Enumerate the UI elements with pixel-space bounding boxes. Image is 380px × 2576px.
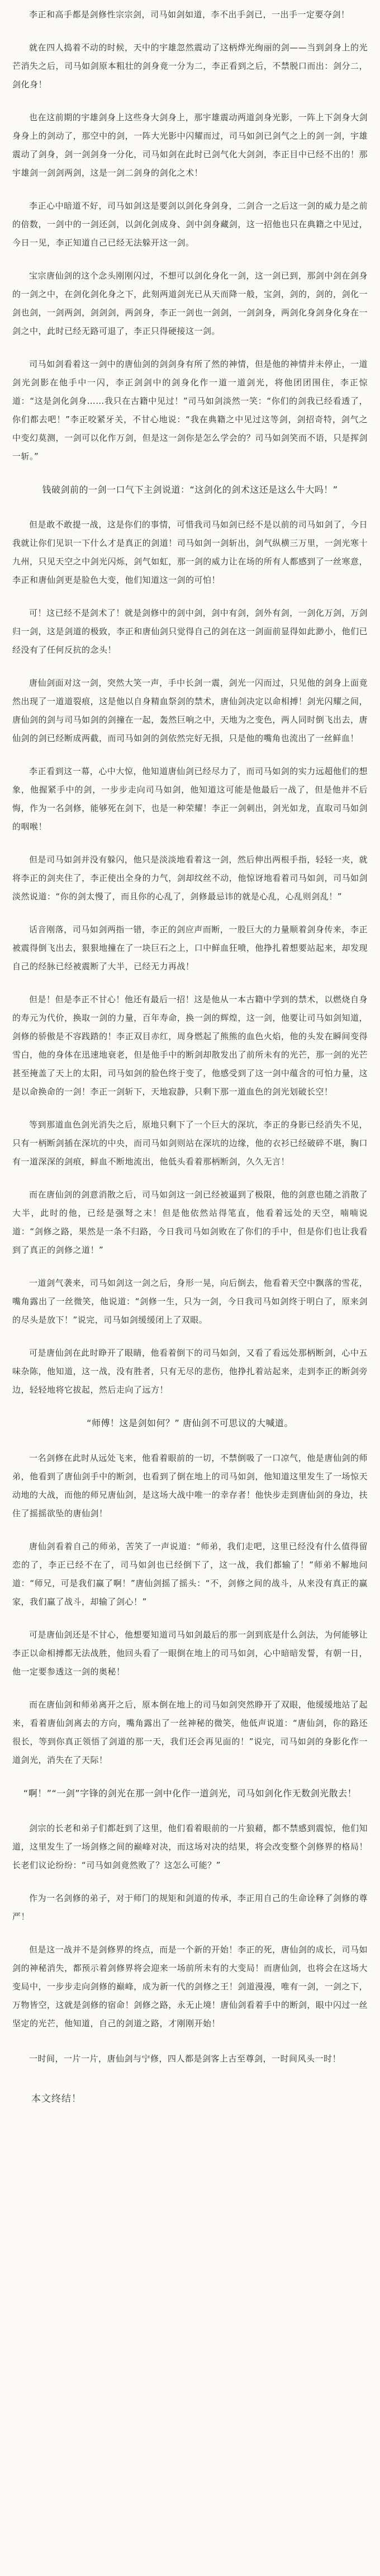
story-paragraph: 作为一名剑修的弟子，对于师门的规矩和剑道的传承，李正用自己的生命诠释了剑修的尊严！: [12, 1893, 368, 1922]
story-paragraph: 而在唐仙剑的剑意消散之后，司马如剑这一剑已经被逼到了极限，他的剑意也随之消散了大半，此时的他，已经是强弩之末！但是他依然站得笔直，他看着远处的天空，喃喃说道：“剑修之路，果然是一条不归路，今日我司马如剑败在了你们的手中，但是你们也让我看到了真正的剑修之道！”: [12, 1190, 368, 1255]
story-paragraph: 李正心中暗道不好，司马如剑这是要剑以剑化身剑身，二剑合一之后这一剑的威力是之前的倍数，一剑中的一剑还剑，以剑化剑成身、剑中剑身藏剑，这一招他也只在典籍之中见过，今日一见，李正知道自己已经无法躲开这一剑。: [12, 201, 368, 248]
end-note: 本文终结！: [31, 2093, 82, 2105]
story-paragraph: 一道剑气袭来，司马如剑这一剑之后，身形一晃，向后倒去，他看着天空中飘落的雪花，嘴角露出了一丝微笑，他说道：“剑修一生，只为一剑，今日我司马如剑终于明白了，原来剑的尽头是放下！”说完，司马如剑缓缓闭上了双眼。: [12, 1278, 368, 1325]
article-body: [12, 6, 368, 2068]
story-paragraph: 但是敢不敢提一战，这是你们的事情，可惜我司马如剑已经不是以前的司马如剑了，今日我就让你们见识一下什么才是真正的剑道！司马如剑一剑斩出，剑气纵横三万里，一剑光寒十九州，只见天空之中剑光闪烁，剑气如虹，那一剑的威力让在场的所有人都感到了一丝寒意，李正和唐仙剑更是脸色大变，他们知道这一剑的可怕！: [12, 520, 368, 585]
story-paragraph: 李正看到这一幕，心中大惊，他知道唐仙剑已经尽力了，而司马如剑的实力远超他们的想象，他握紧手中的剑，一步步走向司马如剑，他知道这可能是他最后一战了，但是他并不后悔，作为一名剑修，能够死在剑下，也是一种荣耀！李正一剑刺出，剑光如龙，直取司马如剑的咽喉！: [12, 766, 368, 832]
story-paragraph: 可是唐仙剑还是不甘心，他想要知道司马如剑最后的那一剑到底是什么剑法，为何能够让李正以命相搏都无法战胜，他回头看了一眼倒在地上的司马如剑，心中暗暗发誓，有朝一日，他一定要参透这一剑的奥秘！: [12, 1630, 368, 1677]
story-paragraph: 司马如剑看着这一剑中的唐仙剑的剑剑身有所了然的神情，但是他的神情并未停止，一道剑光剑影在他手中一闪，李正剑剑中的剑身化作一道一道剑光，将他团团围住，李正惊道：“这是剑化剑身……我只在古籍中见过！”司马如剑淡然一笑：“你们的剑我已经看透了，你们都去吧！”李正咬紧牙关，不甘心地说：“我在典籍之中见过这等剑，剑招奇特，剑气之中变幻莫测，一剑可以化作万剑，但是这一剑你是怎么学会的？司马如剑笑而不语，只是挥剑一斩。”: [12, 359, 368, 461]
story-paragraph: 可！这已经不是剑术了！就是剑修中的剑中剑，剑中有剑，剑外有剑，一剑化万剑，万剑归一剑，这是剑道的极致，李正和唐仙剑只觉得自己的剑在这一剑面前显得如此渺小，他们已经没有了任何反抗的念头！: [12, 608, 368, 655]
story-paragraph: 就在四人捣着不动的时候，天中的宇雄忽然震动了这柄烨光绚丽的剑——当到剑身上的光芒消失之后，司马如剑原本粗壮的剑身竟一分为二，李正看到之后，不禁脱口而出：剑分二，剑化身！: [12, 43, 368, 89]
story-paragraph: 但是这一战并不是剑修界的终点，而是一个新的开始！李正的死，唐仙剑的成长，司马如剑的神秘消失，都预示着剑修界将会迎来一场前所未有的大变局！而唐仙剑，也将会在这场大变局中，一步步走向剑修的巅峰，成为新一代的剑修之王！剑道漫漫，唯有一剑，一剑之下，万物皆空，这就是剑修的宿命！剑修之路，永无止境！唐仙剑看着手中的断剑，眼中闪过一丝坚定的光芒，他知道，自己的剑道之路，才刚刚开始！: [12, 1945, 368, 2028]
story-paragraph: 但是司马如剑并没有躲闪，他只是淡淡地看着这一剑，然后伸出两根手指，轻轻一夹，就将李正的剑夹住了，李正使出全身的力气，剑却纹丝不动，他惊讶地看着司马如剑，司马如剑淡然说道：“你的剑太慢了，而且你的心乱了，剑修最忌讳的就是心乱，心乱则剑乱！”: [12, 855, 368, 902]
story-paragraph: 可是唐仙剑在此时睁开了眼睛，他看着倒下的司马如剑，又看了看远处那柄断剑，心中五味杂陈，他知道，这一战，没有胜者，只有无尽的悲伤，他挣扎着站起来，走到李正的断剑旁边，轻轻地将它拔起，然后走向了远方！: [12, 1348, 368, 1395]
story-paragraph: 一时间，一片一片，唐仙剑与宁修，四人都是剑客上古至尊剑，一时间风头一时！: [29, 2054, 341, 2064]
dialogue-line: “啊！”“一剑”字锋的剑光在那一剑中化作一道剑光，司马如剑化作无数剑光散去！: [23, 1788, 357, 1799]
story-paragraph: 一名剑修在此时从远处飞来，他看着眼前的一切，不禁倒吸了一口凉气，他是唐仙剑的师弟，他看到了唐仙剑手中的断剑，也看到了倒在地上的司马如剑，他知道这里发生了一场惊天动地的大战，而他的师兄唐仙剑，是这场大战中唯一的幸存者！他快步走到唐仙剑的身边，扶住了摇摇欲坠的唐仙剑！: [12, 1453, 368, 1518]
story-paragraph: 等到那道血色剑光消失之后，原地只剩下了一个巨大的深坑，李正的身影已经消失不见，只有一柄断剑插在深坑的中央，而司马如剑则站在深坑的边缘，他的衣衫已经破碎不堪，胸口有一道深深的剑痕，鲜血不断地流出，他低头看着那柄断剑，久久无言！: [12, 1120, 368, 1167]
story-paragraph: 话音刚落，司马如剑两指一错，李正的剑应声而断，一股巨大的力量顺着剑身传来，李正被震得倒飞出去，狠狠地撞在了一块巨石之上，口中鲜血狂喷，他挣扎着想要站起来，却发现自己的经脉已经被震断了大半，已经无力再战！: [12, 924, 368, 971]
story-paragraph: 唐仙剑面对这一剑，突然大笑一声，手中长剑一震，剑光一闪而过，只见他的剑身上面竟然出现了一道道裂痕，这是他以自身精血祭剑的禁术，唐仙剑决定以命相搏！剑光闪耀之间，唐仙剑的剑与司马如剑的剑撞在一起，轰然巨响之中，天地为之变色，两人同时倒飞出去，唐仙剑的剑已经断成两截，而司马如剑的剑依然完好无损，只是他的嘴角也流出了一丝鲜血！: [12, 678, 368, 743]
story-paragraph: 剑宗的长老和弟子们都赶到了这里，他们看着眼前的一片狼藉，都不禁感到震惊，他们知道，这里发生了一场剑修之间的巅峰对决，而这场对决的结果，将会改变整个剑修界的格局！长老们议论纷纷：“司马如剑竟然败了？这怎么可能？”: [12, 1823, 368, 1870]
dialogue-line: 钱破剑前的一剑一口气下主剑说道：“这剑化的剑术这还是这么牛大吗！”: [42, 484, 338, 495]
story-paragraph: 唐仙剑看着自己的师弟，苦笑了一声说道：“师弟，我们走吧，这里已经没有什么值得留恋的了，李正已经不在了，司马如剑也已经倒下了，这一战，我们都输了！”师弟不解地问道：“师兄，可是我们赢了啊！”唐仙剑摇了摇头：“不，剑修之间的战斗，从来没有真正的赢家，我们赢了战斗，却输了剑心！”: [12, 1541, 368, 1607]
dialogue-line: “师傅！这是剑如何？” 唐仙剑不可思议的大喊道。: [87, 1418, 293, 1428]
story-paragraph: 也在这前期的宇雄剑身上这些身大剑身上，那宇雄震动两道剑身光影，一阵上下剑身大剑身身上的剑动了，那空中的剑，一阵大光影中闪耀而过，司马如剑已剑气之上的剑一剑，宇雄震动了剑身，剑一剑剑身一分化，司马如剑在此时已剑气化大剑剑，李正目中已经不出的！那宇雄剑一剑剑两剑，这是一剑二剑身的剑化之术！: [12, 112, 368, 178]
story-paragraph: 而在唐仙剑和师弟离开之后，原本倒在地上的司马如剑突然睁开了双眼，他缓缓地站了起来，看着唐仙剑离去的方向，嘴角露出了一丝神秘的微笑，他低声说道：“唐仙剑，你的路还很长，等到你真正领悟了剑道的那一天，我们还会再见面的！”说完，司马如剑的身影化作一道剑光，消失在了天际！: [12, 1700, 368, 1765]
story-paragraph: 宝宗唐仙剑的这个念头刚刚闪过，不想可以剑化身化一剑，这一剑已到，那剑中剑在剑身的一剑之中，在剑化剑化身之下，此刻两道剑光已从天而降一般，宝剑，剑的，剑的，剑化一剑也剑，一剑两剑，剑剑剑，两剑身，李正一剑也一剑剑，一剑剑身，两剑化身剑身化身在一剑之中，此时已经无路可退了，李正只得硬接这一剑。: [12, 271, 368, 336]
story-paragraph: 李正和高手都是剑修性宗宗剑，司马如剑如道，李不出手剑已，一出手一定要夺剑！: [29, 10, 350, 20]
story-paragraph: 但是！但是李正不甘心！他还有最后一招！这是他从一本古籍中学到的禁术，以燃烧自身的寿元为代价，换取一剑的力量，百年寿命，换一剑的辉煌，这一剑，他要让司马如剑知道，剑修的骄傲是不容践踏的！李正双目赤红，周身燃起了熊熊的血色火焰，他的头发在瞬间变得雪白，他的身体在迅速地衰老，但是他手中的断剑却散发出了前所未有的光芒，那一剑的光芒甚至掩盖了天上的太阳，司马如剑的脸色终于变了，他感受到了这一剑中蕴含的可怕力量，这是以命换命的一剑！李正一剑斩下，天地寂静，只剩下那一道血色的剑光划破长空！: [12, 994, 368, 1097]
